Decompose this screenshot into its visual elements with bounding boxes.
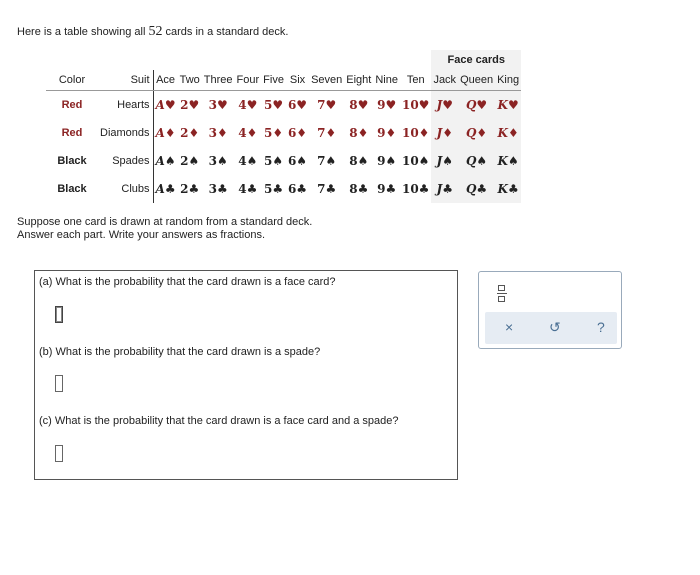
rank-header: Seven <box>309 70 344 91</box>
card-cell: 8♥ <box>349 98 369 112</box>
card-cell: 8♦ <box>349 126 369 140</box>
intro-text <box>17 24 288 40</box>
rank-header: Four <box>235 70 262 91</box>
question-a: (a) What is the probability that the card drawn is a face card? <box>39 276 336 288</box>
card-cell: A♣ <box>155 182 176 196</box>
deck-table <box>46 50 521 203</box>
answer-b-input[interactable] <box>55 375 63 392</box>
row-suit: Spades <box>98 147 153 175</box>
card-cell: A♦ <box>155 126 176 140</box>
rank-header: Ten <box>400 70 431 91</box>
card-cell: J♠ <box>431 147 458 175</box>
row-color: Black <box>57 155 87 167</box>
card-cell: Q♥ <box>458 91 495 120</box>
card-cell: 2♥ <box>180 98 200 112</box>
card-cell: 9♣ <box>377 182 397 196</box>
card-cell: 5♥ <box>264 98 284 112</box>
card-cell: K♦ <box>495 119 521 147</box>
prompt-line-2: Answer each part. Write your answers as fractions. <box>17 229 266 241</box>
intro-before: Here is a table showing all <box>17 26 149 38</box>
card-cell: 10♥ <box>401 98 430 112</box>
card-cell: 4♠ <box>238 154 258 168</box>
card-cell: 10♦ <box>401 126 430 140</box>
table-row <box>46 91 521 120</box>
row-color: Black <box>57 183 87 195</box>
card-cell: 2♦ <box>180 126 200 140</box>
card-cell: 3♦ <box>208 126 228 140</box>
rank-header: Ace <box>153 70 178 91</box>
table-row <box>46 175 521 203</box>
card-cell: 4♦ <box>238 126 258 140</box>
card-cell: 3♠ <box>208 154 228 168</box>
card-cell: 4♥ <box>238 98 258 112</box>
rank-header: Two <box>178 70 202 91</box>
card-cell: K♥ <box>495 91 521 120</box>
card-cell: 9♦ <box>377 126 397 140</box>
rank-header: Nine <box>373 70 400 91</box>
card-cell: 8♣ <box>349 182 369 196</box>
card-cell: 5♦ <box>264 126 284 140</box>
row-suit: Diamonds <box>98 119 153 147</box>
undo-icon[interactable]: ↺ <box>549 319 561 335</box>
card-cell: 8♠ <box>349 154 369 168</box>
question-c: (c) What is the probability that the card drawn is a face card and a spade? <box>39 415 399 427</box>
card-cell: 10♠ <box>401 154 430 168</box>
rank-header: Eight <box>344 70 373 91</box>
tool-actions-bar <box>485 312 617 344</box>
answer-c-input[interactable] <box>55 445 63 462</box>
card-cell: 3♣ <box>208 182 228 196</box>
card-cell: 5♣ <box>264 182 284 196</box>
card-cell: J♥ <box>431 91 458 120</box>
card-cell: 7♥ <box>317 98 337 112</box>
card-cell: Q♣ <box>458 175 495 203</box>
card-cell: 10♣ <box>401 182 430 196</box>
card-cell: 5♠ <box>264 154 284 168</box>
help-icon[interactable]: ? <box>597 319 605 335</box>
question-panel <box>34 270 458 480</box>
rank-header: Queen <box>458 70 495 91</box>
card-cell: 6♠ <box>287 154 308 168</box>
card-cell: J♣ <box>431 175 458 203</box>
rank-header: Six <box>286 70 309 91</box>
card-cell: 6♥ <box>287 98 308 112</box>
card-cell: J♦ <box>431 119 458 147</box>
card-cell: 6♣ <box>287 182 308 196</box>
deck-count: 52 <box>148 24 163 39</box>
question-b: (b) What is the probability that the card drawn is a spade? <box>39 346 321 358</box>
face-cards-header: Face cards <box>431 50 521 70</box>
suit-header: Suit <box>98 70 153 91</box>
card-cell: A♠ <box>155 154 176 168</box>
card-cell: 7♣ <box>317 182 337 196</box>
card-cell: Q♦ <box>458 119 495 147</box>
card-cell: 9♠ <box>377 154 397 168</box>
card-cell: 2♣ <box>180 182 200 196</box>
table-row <box>46 119 521 147</box>
rank-header: Jack <box>431 70 458 91</box>
card-cell: K♠ <box>495 147 521 175</box>
rank-header: King <box>495 70 521 91</box>
card-cell: 7♦ <box>317 126 337 140</box>
card-cell: 7♠ <box>317 154 337 168</box>
rank-header: Five <box>261 70 286 91</box>
row-suit: Clubs <box>98 175 153 203</box>
problem-prompt <box>17 216 312 242</box>
fraction-icon[interactable] <box>497 285 507 303</box>
card-cell: 9♥ <box>377 98 397 112</box>
prompt-line-1: Suppose one card is drawn at random from a standard deck. <box>17 216 313 228</box>
rank-header: Three <box>202 70 235 91</box>
answer-a-input[interactable] <box>55 306 63 323</box>
intro-after: cards in a standard deck. <box>162 26 289 38</box>
card-cell: 6♦ <box>287 126 308 140</box>
card-cell: 3♥ <box>208 98 228 112</box>
row-color: Red <box>61 99 83 111</box>
card-cell: Q♠ <box>458 147 495 175</box>
row-color: Red <box>61 127 83 139</box>
color-header: Color <box>46 70 98 91</box>
card-cell: K♣ <box>495 175 521 203</box>
card-cell: 2♠ <box>180 154 200 168</box>
row-suit: Hearts <box>98 91 153 120</box>
card-cell: A♥ <box>155 98 176 112</box>
table-row <box>46 147 521 175</box>
clear-icon[interactable]: × <box>505 319 514 335</box>
card-cell: 4♣ <box>238 182 258 196</box>
math-toolbox <box>478 271 622 349</box>
